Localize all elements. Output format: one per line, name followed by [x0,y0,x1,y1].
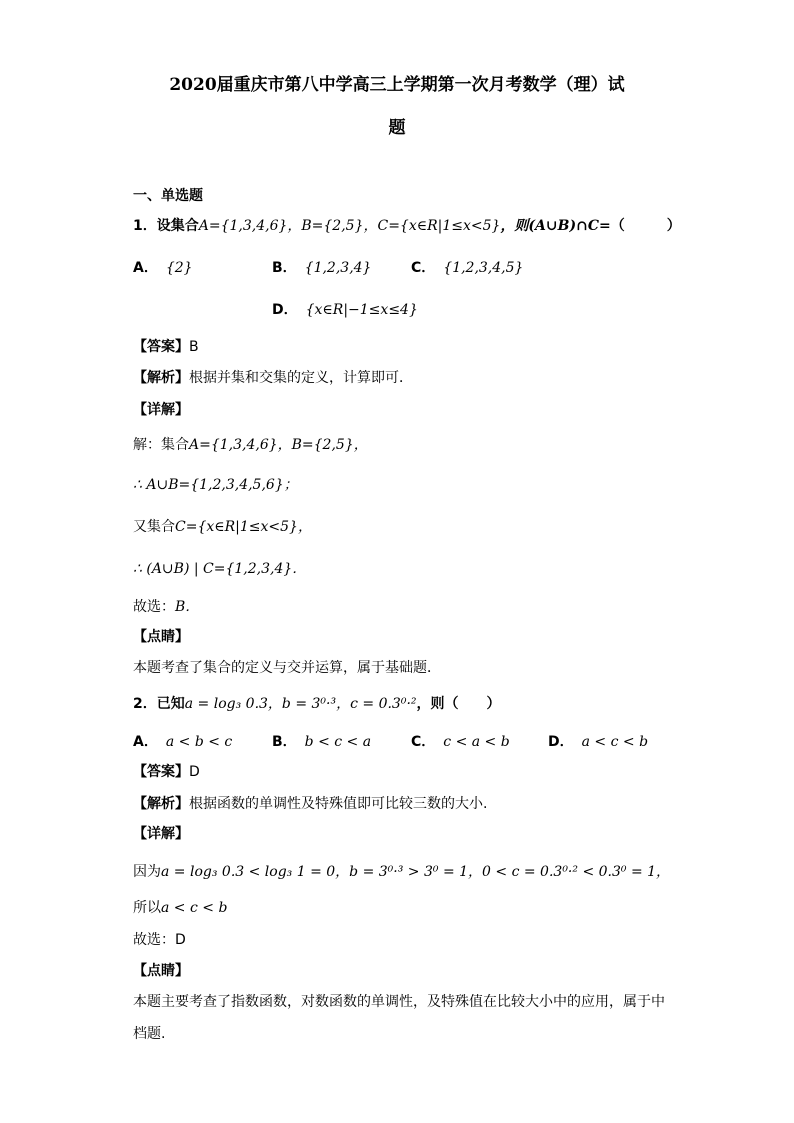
q2-option-c [411,732,510,752]
q1-option-c [411,258,523,278]
q1-detail-line-3-math: C={x∈R|1≤x<5}， [175,519,312,535]
q2-option-c-value: c < a < b [443,734,510,750]
document-title-line2: 题 [388,118,406,138]
q2-comment-line-2: 档题. [133,1026,166,1042]
q1-detail-tag: 【详解】 [133,402,189,418]
q1-option-a-label: A． [133,260,158,276]
q1-analysis-tag: 【解析】 [133,370,189,386]
q2-answer-tag: 【答案】 [133,764,189,780]
q1-answer [133,337,199,357]
q1-detail-line-5-math: B． [175,599,200,615]
q1-analysis [133,368,413,388]
q2-option-d [548,732,648,752]
q2-answer [133,762,200,782]
q2-option-b-value: b < c < a [304,734,372,750]
q2-analysis-text: 根据函数的单调性及特殊值即可比较三数的大小. [189,796,488,812]
q1-answer-value: B [189,339,199,355]
q1-detail-line-1-text: 解：集合 [133,437,189,453]
q2-detail-line-2 [133,898,227,918]
q1-detail-line-4-math: ∴ (A∪B) | C={1,2,3,4}． [133,561,307,577]
q1-analysis-text: 根据并集和交集的定义，计算即可． [189,370,413,386]
q1-stem-prefix: 1．设集合 [133,218,199,234]
q2-stem [133,694,501,714]
q2-detail-line-1-text: 因为 [133,864,161,880]
q1-option-c-label: C． [411,260,436,276]
q1-detail-line-2 [133,475,298,495]
q2-option-d-label: D． [548,734,574,750]
q2-comment-line-1: 本题主要考查了指数函数，对数函数的单调性，及特殊值在比较大小中的应用，属于中 [133,994,665,1010]
q1-comment-text: 本题考查了集合的定义与交并运算，属于基础题． [133,660,441,676]
q1-option-a [133,258,193,278]
q1-detail-line-2-math: ∴ A∪B={1,2,3,4,5,6}； [133,477,298,493]
q2-option-c-label: C． [411,734,436,750]
q2-detail-line-2-text: 所以 [133,900,161,916]
q1-stem-math: A={1,3,4,6}，B={2,5}，C={x∈R|1≤x<5} [198,218,501,234]
q1-option-a-value: {2} [165,260,193,276]
q2-detail-line-1-math: a = log₃ 0.3 < log₃ 1 = 0，b = 3⁰·³ > 3⁰ = 1，0 < c = 0.3⁰·² < 0.3⁰ = 1， [161,864,671,880]
q2-analysis [133,794,487,814]
q2-detail-tag: 【详解】 [133,826,189,842]
q2-detail-line-3: 故选：D [133,932,186,948]
q1-answer-tag: 【答案】 [133,339,189,355]
q1-comment-tag: 【点睛】 [133,629,189,645]
q1-option-d-value: {x∈R|−1≤x≤4} [305,302,418,318]
q2-option-d-value: a < c < b [581,734,649,750]
q1-option-b [272,258,371,278]
q1-detail-line-1-math: A={1,3,4,6}，B={2,5}， [189,437,368,453]
q2-option-a-label: A． [133,734,158,750]
q1-option-b-value: {1,2,3,4} [304,260,372,276]
q2-detail-line-2-math: a < c < b [161,900,228,916]
q2-analysis-tag: 【解析】 [133,796,189,812]
q2-option-b-label: B． [272,734,297,750]
q1-option-b-label: B． [272,260,297,276]
q1-detail-line-5-text: 故选： [133,599,175,615]
q1-option-c-value: {1,2,3,4,5} [443,260,524,276]
q1-detail-line-5 [133,597,199,617]
section-heading: 一、单选题 [133,188,203,204]
q2-detail-line-1 [133,862,670,882]
q2-answer-value: D [189,764,200,780]
q1-stem-blank: （ ） [610,218,681,234]
q2-stem-suffix: ，则（ ） [416,696,501,712]
q1-detail-line-3 [133,517,312,537]
q1-detail-line-3-text: 又集合 [133,519,175,535]
q1-option-d-label: D． [272,302,298,318]
q2-option-a [133,732,232,752]
q1-detail-line-1 [133,435,368,455]
q1-stem-suffix: ，则(A∪B)∩C= [500,218,611,234]
q2-option-b [272,732,371,752]
q2-stem-prefix: 2．已知 [133,696,185,712]
q1-detail-line-4 [133,559,306,579]
q2-stem-math: a = log₃ 0.3，b = 3⁰·³，c = 0.3⁰·² [184,696,417,712]
q2-comment-tag: 【点睛】 [133,963,189,979]
q1-stem [133,216,681,236]
document-title-line1: 2020届重庆市第八中学高三上学期第一次月考数学（理）试 [169,75,625,95]
q2-option-a-value: a < b < c [165,734,233,750]
q1-option-d [272,300,418,320]
